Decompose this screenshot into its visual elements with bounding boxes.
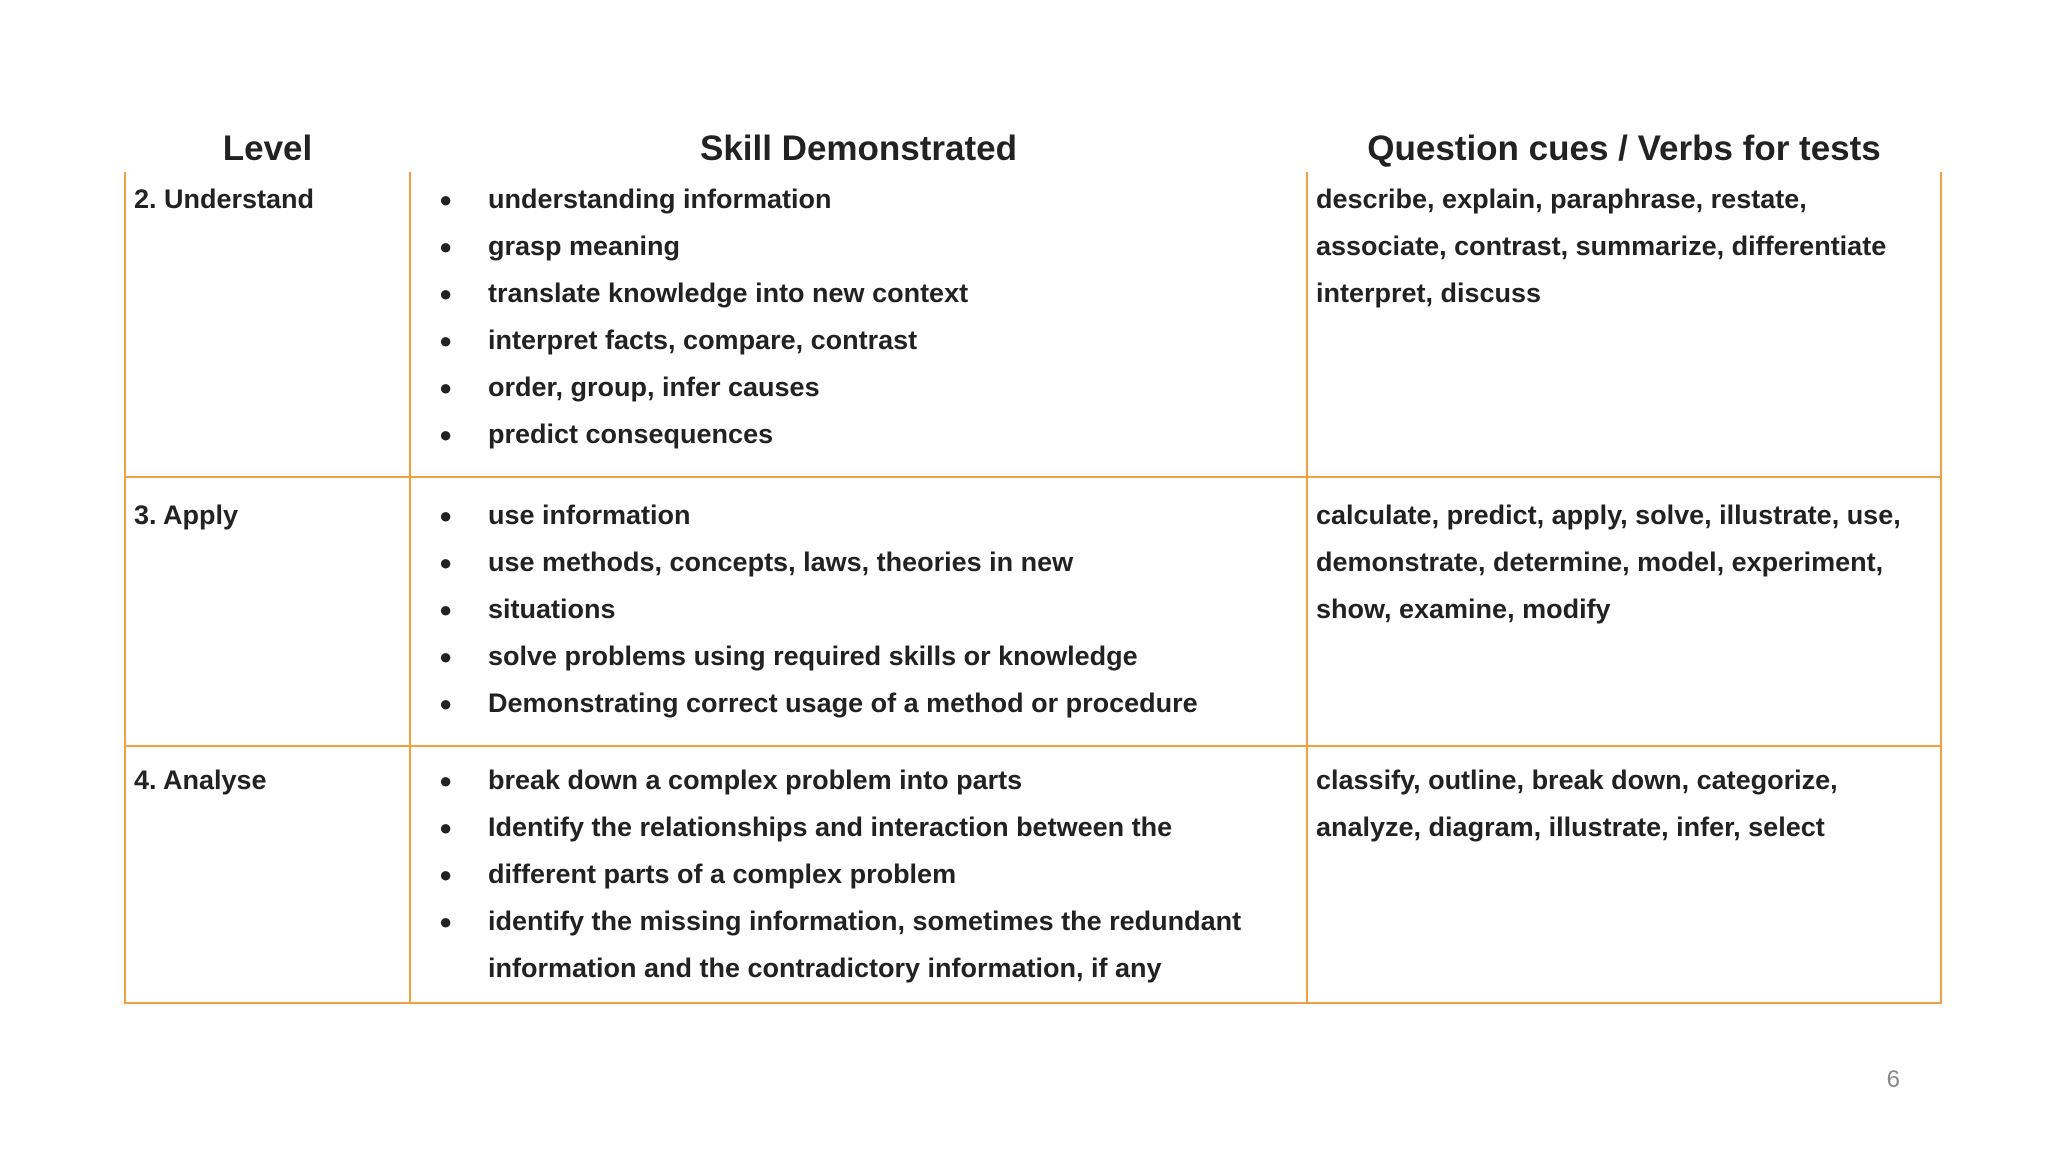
cue-text: demonstrate, determine, model, experiment, — [1316, 547, 1884, 577]
table-row — [125, 172, 1941, 477]
skill-text: predict consequences — [488, 419, 774, 449]
list-item — [411, 364, 1306, 411]
skill-text: understanding information — [488, 184, 832, 214]
list-item-continuation — [411, 945, 1306, 992]
skill-text: Demonstrating correct usage of a method or procedure — [488, 688, 1198, 718]
list-item — [411, 586, 1306, 633]
level-cell: 4. Analyse — [125, 746, 410, 1003]
cue-text: analyze, diagram, illustrate, infer, select — [1316, 812, 1825, 842]
bullet-icon: ● — [439, 422, 453, 447]
skill-text: situations — [488, 594, 616, 624]
skill-text: solve problems using required skills or knowledge — [488, 641, 1138, 671]
bullet-icon: ● — [439, 375, 453, 400]
header-cues: Question cues / Verbs for tests — [1367, 129, 1881, 168]
bullet-icon: ● — [439, 768, 453, 793]
skill-list — [411, 492, 1306, 727]
table-row — [125, 746, 1941, 1003]
bullet-icon: ● — [439, 691, 453, 716]
bullet-icon: ● — [439, 815, 453, 840]
bullet-icon: ● — [439, 187, 453, 212]
cues-cell — [1307, 477, 1941, 746]
list-item — [411, 176, 1306, 223]
skill-text: Identify the relationships and interaction between the — [488, 812, 1173, 842]
cue-text: calculate, predict, apply, solve, illustrate, use, — [1316, 500, 1901, 530]
bullet-icon: ● — [439, 234, 453, 259]
skills-table — [124, 118, 1942, 1004]
level-cell: 3. Apply — [125, 477, 410, 746]
bullet-icon: ● — [439, 328, 453, 353]
skill-text: identify the missing information, sometimes the redundant — [488, 906, 1242, 936]
list-item — [411, 492, 1306, 539]
list-item — [411, 804, 1306, 851]
cue-text: describe, explain, paraphrase, restate, — [1316, 184, 1807, 214]
list-item — [411, 851, 1306, 898]
list-item — [411, 898, 1306, 945]
list-item — [411, 757, 1306, 804]
skill-text: order, group, infer causes — [488, 372, 820, 402]
skill-text: different parts of a complex problem — [488, 859, 957, 889]
list-item — [411, 270, 1306, 317]
cues-cell — [1307, 172, 1941, 477]
header-skill: Skill Demonstrated — [699, 129, 1018, 168]
bullet-icon: ● — [439, 597, 453, 622]
table-header-row — [125, 118, 1941, 172]
bullet-icon: ● — [439, 862, 453, 887]
bullet-icon: ● — [439, 281, 453, 306]
level-cell: 2. Understand — [125, 172, 410, 477]
skill-text: information and the contradictory information, if any — [488, 953, 1162, 983]
cue-text: classify, outline, break down, categorize, — [1316, 765, 1838, 795]
bullet-icon: ● — [439, 909, 453, 934]
list-item — [411, 539, 1306, 586]
skill-list — [411, 757, 1306, 992]
cue-text: associate, contrast, summarize, differentiate — [1316, 231, 1887, 261]
bullet-icon: ● — [439, 550, 453, 575]
list-item — [411, 223, 1306, 270]
skill-text: use information — [488, 500, 691, 530]
table-row — [125, 477, 1941, 746]
header-level: Level — [222, 129, 313, 168]
cue-text: interpret, discuss — [1316, 278, 1542, 308]
bullet-icon: ● — [439, 644, 453, 669]
skill-text: translate knowledge into new context — [488, 278, 969, 308]
list-item — [411, 411, 1306, 458]
skill-text: grasp meaning — [488, 231, 681, 261]
list-item — [411, 633, 1306, 680]
bullet-icon: ● — [439, 503, 453, 528]
skill-text: break down a complex problem into parts — [488, 765, 1023, 795]
list-item — [411, 680, 1306, 727]
list-item — [411, 317, 1306, 364]
skill-text: interpret facts, compare, contrast — [488, 325, 918, 355]
cues-cell — [1307, 746, 1941, 1003]
skill-list — [411, 176, 1306, 458]
skill-cell — [410, 172, 1307, 477]
skill-cell — [410, 746, 1307, 1003]
skill-text: use methods, concepts, laws, theories in new — [488, 547, 1074, 577]
skill-cell — [410, 477, 1307, 746]
cue-text: show, examine, modify — [1316, 594, 1611, 624]
page-number: 6 — [1886, 1066, 1900, 1093]
